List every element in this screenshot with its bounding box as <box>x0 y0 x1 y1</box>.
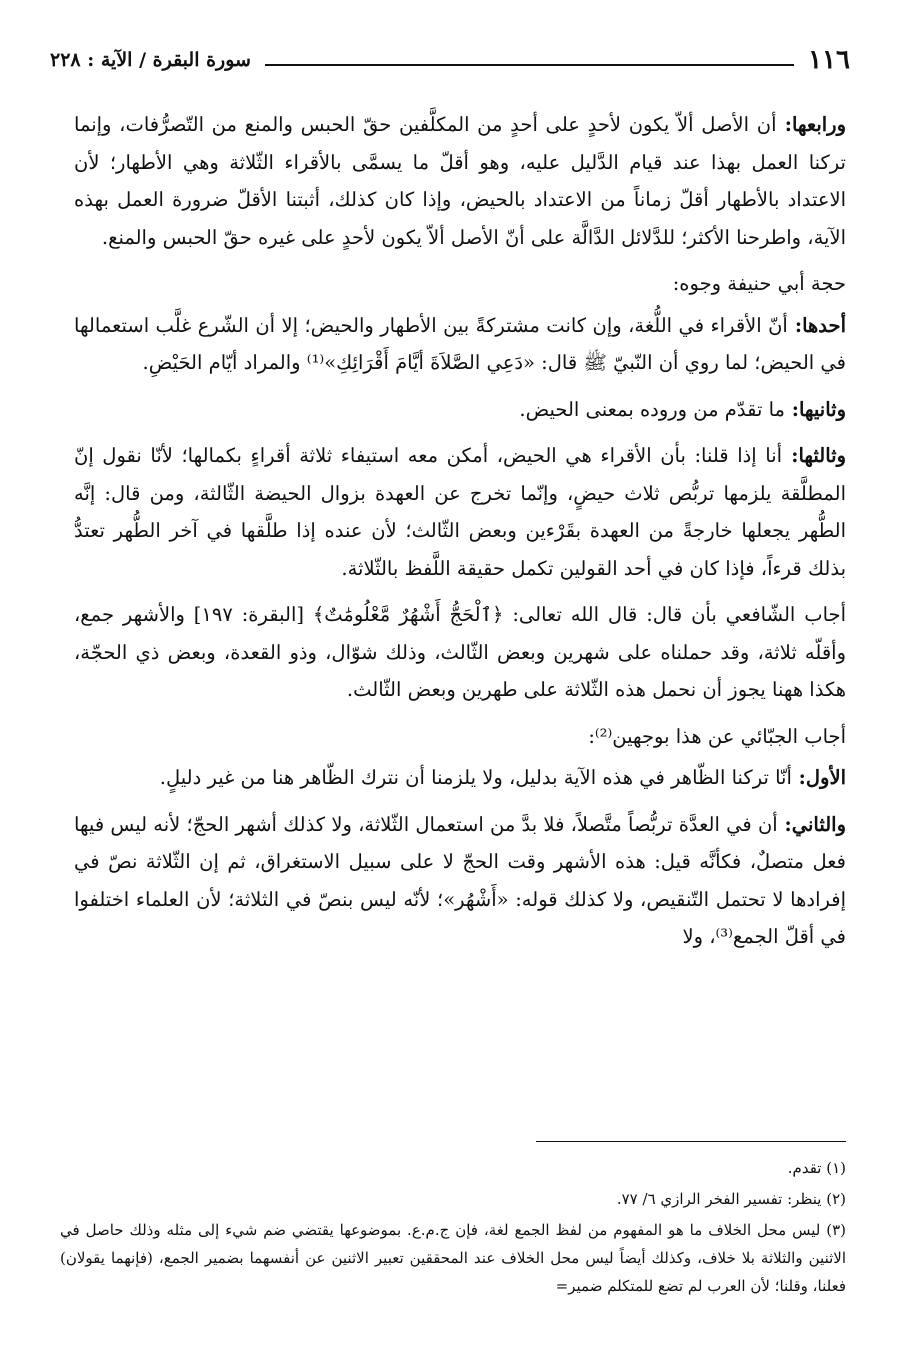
paragraph <box>74 596 846 709</box>
header-rule <box>265 64 794 66</box>
footnotes <box>60 1154 846 1303</box>
paragraph-lead: الأول: <box>791 766 846 789</box>
paragraph-text: أن الأصل ألاّ يكون لأحدٍ على أحدٍ من المكلَّفين حقّ الحبس والمنع من التّصرُّفات، وإنما تركنا العمل بهذا عند قيام الدَّليل عليه، وهو أقلّ ما يسمَّى بالأقراء الثّلاثة وهي الأطهار؛ لأن الاعتداد بالأطهار أقلّ زماناً من الاعتداد بالحيض، وإذا كان كذلك، أثبتنا الأقلّ ضرورة العمل بهذه الآية، واطرحنا الأكثر؛ للدَّلائل الدَّالَّة على أنّ الأصل ألاّ يكون لأحدٍ على غيره حقّ الحبس والمنع. <box>74 113 846 249</box>
running-title: سورة البقرة / الآية : ٢٢٨ <box>50 49 251 71</box>
paragraph-text: أنّا تركنا الظّاهر في هذه الآية بدليل، ولا يلزمنا أن نترك الظّاهر هنا من غير دليلٍ. <box>159 766 792 789</box>
page-number: ١١٦ <box>808 45 850 75</box>
paragraph-text: أنا إذا قلنا: بأن الأقراء هي الحيض، أمكن معه استيفاء ثلاثة أقراءٍ بكمالها؛ لأنّا نقول إنّ المطلَّقة يلزمها تربُّص ثلاث حيضٍ، وإنّما تخرج عن العهدة بزوال الحيضة الثّالثة، ومن قال: إنَّه الطُّهر يجعلها خارجةً من العهدة بقَرْءين وبعض الثّالث؛ لأن عنده إذا طلَّقها في آخر الطُّهر تعتدُّ بذلك قرءاً، فإذا كان في أحد القولين تكمل حقيقة اللَّفظ بالثّلاثة. <box>74 444 846 580</box>
paragraph-text: ما تقدّم من وروده بمعنى الحيض. <box>519 397 785 421</box>
paragraph-text: أن في العدَّة تربُّصاً متَّصلاً، فلا بدَّ من استعمال الثّلاثة، ولا كذلك أشهر الحجّ؛ لأنه ليس فيها فعل متصلٌ، فكأنَّه قيل: هذه الأشهر وقت الحجّ لا على سبيل الاستغراق، ثم إن الثّلاثة نصّ في إفرادها لا تحتمل التّنقيص، ولا كذلك قوله: «أَشْهُر»؛ لأنّه ليس بنصّ في الثلاثة؛ لأن العلماء اختلفوا في أقلّ الجمع⁽³⁾، ولا <box>74 812 846 948</box>
paragraph <box>74 106 846 256</box>
paragraph <box>74 391 846 429</box>
paragraph <box>74 718 846 756</box>
paragraph-text: أجاب الشّافعي بأن قال: قال الله تعالى: ﴿ٱلْحَجُّ أَشْهُرٌ مَّعْلُومَٰتٌ﴾ [البقرة: ١٩٧] والأشهر جمع، وأقلّه ثلاثة، وقد حملناه على شهرين وبعض الثّالث، وذلك شوّال، وذو القعدة، وبعض ذي الحجّة، هكذا ههنا يجوز أن نحمل هذه الثّلاثة على طهرين وبعض الثّالث. <box>74 603 846 701</box>
paragraph-lead: وثالثها: <box>782 444 846 467</box>
paragraph-text: أنّ الأقراء في اللُّغة، وإن كانت مشتركةً بين الأطهار والحيض؛ إلا أن الشّرع غلَّب استعمالها في الحيض؛ لما روي أن النّبيّ ﷺ قال: «دَعِي الصَّلاَةَ أيَّامَ أَقْرَائِكِ»⁽¹⁾ والمراد أيّام الحَيْضِ. <box>74 313 846 374</box>
paragraph-lead: ورابعها: <box>776 113 846 136</box>
paragraph-lead: والثاني: <box>777 812 846 836</box>
paragraph <box>74 806 846 956</box>
footnote: (٣) ليس محل الخلاف ما هو المفهوم من لفظ الجمع لغة، فإن ج.م.ع. بموضوعها يقتضي ضم شيء إلى مثله وذلك حاصل في الاثنين والثلاثة بلا خلاف، وكذلك أيضاً ليس محل الخلاف عند المحققين تعبير الاثنين عن أنفسهما بضمير الجمع، (فإنهما يقولان) فعلنا، وقلنا؛ لأن العرب لم تضع للمتكلم ضمير= <box>60 1221 846 1295</box>
paragraph <box>74 759 846 797</box>
paragraph <box>74 265 846 303</box>
footnote: (٢) ينظر: تفسير الفخر الرازي ٦/ ٧٧. <box>616 1190 846 1208</box>
paragraph <box>74 307 846 382</box>
paragraph-text: أجاب الجبّائي عن هذا بوجهين⁽²⁾: <box>588 724 846 748</box>
footnote-separator <box>536 1141 846 1142</box>
paragraph <box>74 437 846 587</box>
paragraph-text: حجة أبي حنيفة وجوه: <box>672 272 846 295</box>
main-text <box>74 106 846 965</box>
paragraph-lead: وثانيها: <box>784 397 846 421</box>
paragraph-lead: أحدها: <box>787 313 847 337</box>
footnote: (١) تقدم. <box>787 1159 846 1177</box>
page-header <box>50 40 850 80</box>
